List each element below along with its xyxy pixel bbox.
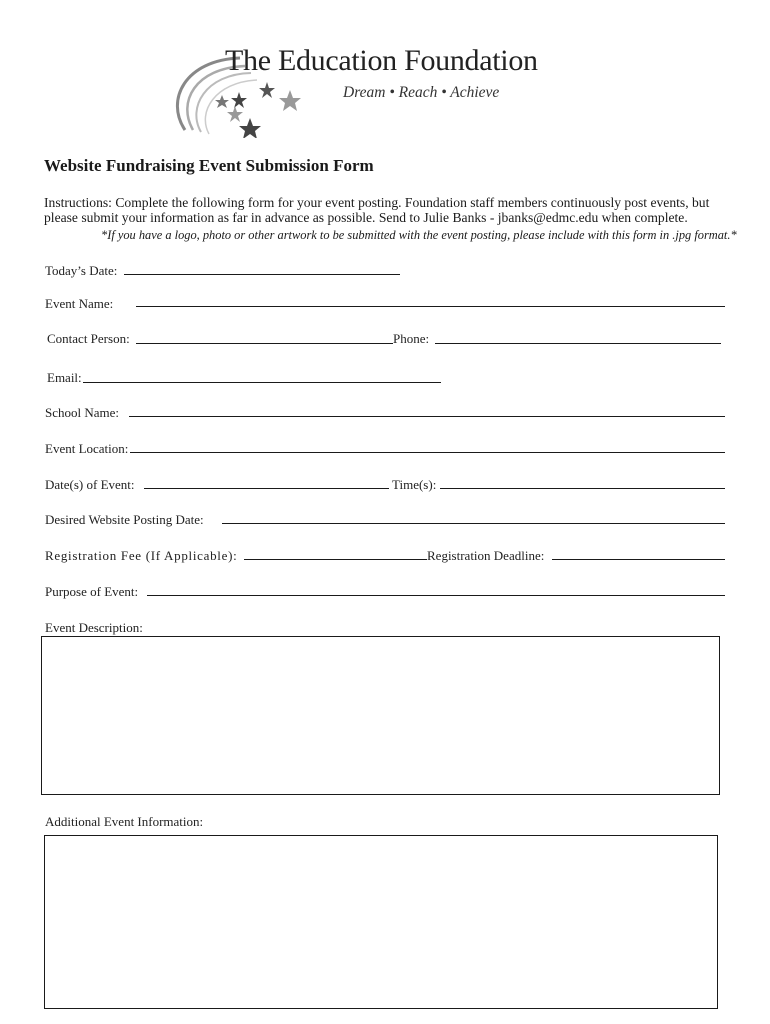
purpose-label: Purpose of Event: [45,584,139,599]
desired-posting-date-field[interactable] [222,523,725,524]
email-label: Email: [47,370,82,385]
desired-posting-date-label: Desired Website Posting Date: [45,512,204,527]
dates-of-event-label: Date(s) of Event: [45,477,135,492]
logo-title: The Education Foundation [225,44,538,77]
registration-deadline-label: Registration Deadline: [427,548,545,563]
event-description-label: Event Description: [45,620,143,635]
logo-tagline: Dream • Reach • Achieve [343,84,500,101]
times-field[interactable] [440,488,725,489]
event-description-box[interactable] [41,636,720,795]
todays-date-field[interactable] [124,274,400,275]
registration-deadline-field[interactable] [552,559,725,560]
additional-info-label: Additional Event Information: [45,814,204,829]
event-name-field[interactable] [136,306,725,307]
instructions-line-1: Instructions: Complete the following form for your event posting. Foundation staff members continuously post events, but [44,195,710,210]
school-name-field[interactable] [129,416,725,417]
times-label: Time(s): [392,477,437,492]
contact-person-field[interactable] [136,343,393,344]
event-location-field[interactable] [130,452,725,453]
event-location-label: Event Location: [45,441,129,456]
todays-date-label: Today’s Date: [45,263,118,278]
event-name-label: Event Name: [45,296,114,311]
phone-field[interactable] [435,343,721,344]
purpose-field[interactable] [147,595,725,596]
form-title: Website Fundraising Event Submission Form [44,156,374,175]
registration-fee-field[interactable] [244,559,427,560]
email-field[interactable] [83,382,441,383]
dates-of-event-field[interactable] [144,488,389,489]
additional-info-box[interactable] [44,835,718,1009]
registration-fee-label: Registration Fee (If Applicable): [45,548,238,563]
phone-label: Phone: [393,331,430,346]
instructions-note: *If you have a logo, photo or other artwork to be submitted with the event posting, please include with this form in .jpg format.* [101,228,737,242]
instructions-line-2: please submit your information as far in advance as possible. Send to Julie Banks - jbanks@edmc.edu when complete. [44,210,688,225]
contact-person-label: Contact Person: [47,331,130,346]
school-name-label: School Name: [45,405,120,420]
